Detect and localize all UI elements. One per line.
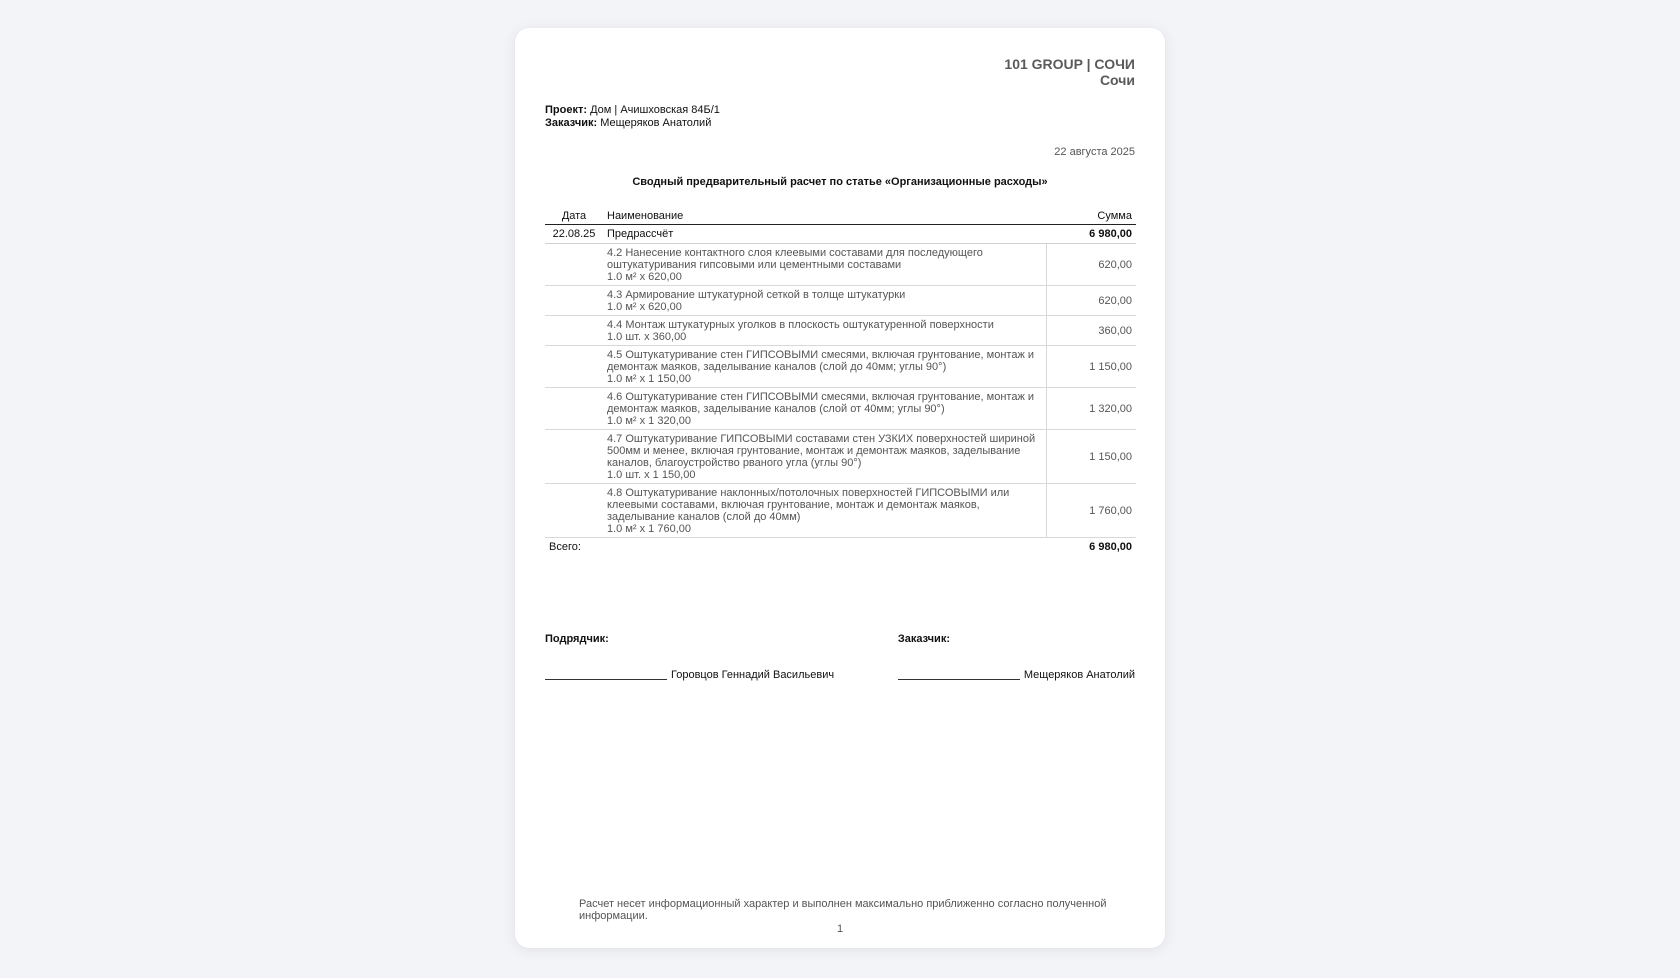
item-title: 4.7 Оштукатуривание ГИПСОВЫМИ составами стен УЗКИХ поверхностей шириной 500мм и менее, включая грунтование, монтаж и демонтаж маяков, заделывание каналов, благоустройство рваного угла (углы 90°) xyxy=(607,432,1036,469)
item-sum: 1 320,00 xyxy=(1046,387,1136,429)
document-date: 22 августа 2025 xyxy=(1054,146,1135,158)
item-sum: 1 150,00 xyxy=(1046,345,1136,387)
table-row xyxy=(545,483,1136,537)
table-row xyxy=(545,429,1136,483)
item-sum: 620,00 xyxy=(1046,243,1136,285)
total-row xyxy=(545,537,1136,556)
contractor-label: Подрядчик: xyxy=(545,633,609,645)
contractor-signature xyxy=(545,633,834,681)
item-sum: 620,00 xyxy=(1046,285,1136,315)
item-title: 4.3 Армирование штукатурной сеткой в толще штукатурки xyxy=(607,288,906,301)
item-qty: 1.0 м² x 620,00 xyxy=(607,300,682,313)
document-page xyxy=(515,28,1165,948)
footnote: Расчет несет информационный характер и выполнен максимально приближенно согласно полученной информации. xyxy=(579,898,1107,922)
item-sum: 360,00 xyxy=(1046,315,1136,345)
client-line xyxy=(545,117,720,130)
item-qty: 1.0 шт. x 360,00 xyxy=(607,330,687,343)
item-title: 4.8 Оштукатуривание наклонных/потолочных поверхностей ГИПСОВЫМИ или клеевыми составами, включая грунтование, монтаж и демонтаж маяков, заделывание каналов (слой до 40мм) xyxy=(607,486,1010,523)
item-title: 4.4 Монтаж штукатурных уголков в плоскость оштукатуренной поверхности xyxy=(607,318,994,331)
table-row xyxy=(545,387,1136,429)
item-title: 4.2 Нанесение контактного слоя клеевыми составами для последующего оштукатуривания гипсовыми или цементными составами xyxy=(607,246,983,271)
client-signature-name: Мещеряков Анатолий xyxy=(1023,669,1135,681)
document-meta xyxy=(545,104,720,130)
item-description xyxy=(603,345,1046,387)
project-line xyxy=(545,104,720,117)
item-sum: 1 760,00 xyxy=(1046,483,1136,537)
table-row xyxy=(545,285,1136,315)
project-value: Дом | Ачишховская 84Б/1 xyxy=(590,104,720,116)
document-title: Сводный предварительный расчет по статье «Организационные расходы» xyxy=(632,176,1048,188)
table-row xyxy=(545,243,1136,285)
header-name: Наименование xyxy=(603,208,1046,224)
total-sum: 6 980,00 xyxy=(1046,537,1136,556)
item-qty: 1.0 м² x 620,00 xyxy=(607,270,682,283)
client-signature-line xyxy=(898,679,1020,680)
client-signature-label: Заказчик: xyxy=(897,633,950,645)
table-row xyxy=(545,315,1136,345)
contractor-signature-line xyxy=(545,679,667,680)
group-name: Предрассчёт xyxy=(603,224,1046,243)
group-sum: 6 980,00 xyxy=(1046,224,1136,243)
page-number: 1 xyxy=(836,923,844,935)
item-description xyxy=(603,285,1046,315)
project-label: Проект: xyxy=(545,104,588,116)
item-description xyxy=(603,315,1046,345)
client-signature xyxy=(898,633,1135,681)
item-sum: 1 150,00 xyxy=(1046,429,1136,483)
item-title: 4.5 Оштукатуривание стен ГИПСОВЫМИ смесями, включая грунтование, монтаж и демонтаж маяков, заделывание каналов (слой до 40мм; углы 90°) xyxy=(607,348,1035,373)
table-row xyxy=(545,345,1136,387)
client-label: Заказчик: xyxy=(545,117,598,129)
header-date: Дата xyxy=(545,208,603,224)
table-header-row xyxy=(545,208,1136,224)
item-qty: 1.0 м² x 1 760,00 xyxy=(607,522,692,535)
item-description xyxy=(603,243,1046,285)
company-city: Сочи xyxy=(1099,72,1135,88)
item-description xyxy=(603,429,1046,483)
item-description xyxy=(603,387,1046,429)
client-value: Мещеряков Анатолий xyxy=(600,117,712,129)
total-label: Всего: xyxy=(545,537,1046,556)
contractor-name: Горовцов Геннадий Васильевич xyxy=(671,669,835,681)
group-row xyxy=(545,224,1136,243)
item-qty: 1.0 шт. x 1 150,00 xyxy=(607,468,696,481)
item-title: 4.6 Оштукатуривание стен ГИПСОВЫМИ смесями, включая грунтование, монтаж и демонтаж маяков, заделывание каналов (слой от 40мм; углы 90°) xyxy=(607,390,1035,415)
estimate-table xyxy=(545,208,1136,556)
company-header xyxy=(1004,56,1135,88)
company-name: 101 GROUP | СОЧИ xyxy=(1004,56,1135,72)
group-date: 22.08.25 xyxy=(545,224,603,243)
item-qty: 1.0 м² x 1 320,00 xyxy=(607,414,692,427)
item-description xyxy=(603,483,1046,537)
header-sum: Сумма xyxy=(1046,208,1136,224)
item-qty: 1.0 м² x 1 150,00 xyxy=(607,372,692,385)
